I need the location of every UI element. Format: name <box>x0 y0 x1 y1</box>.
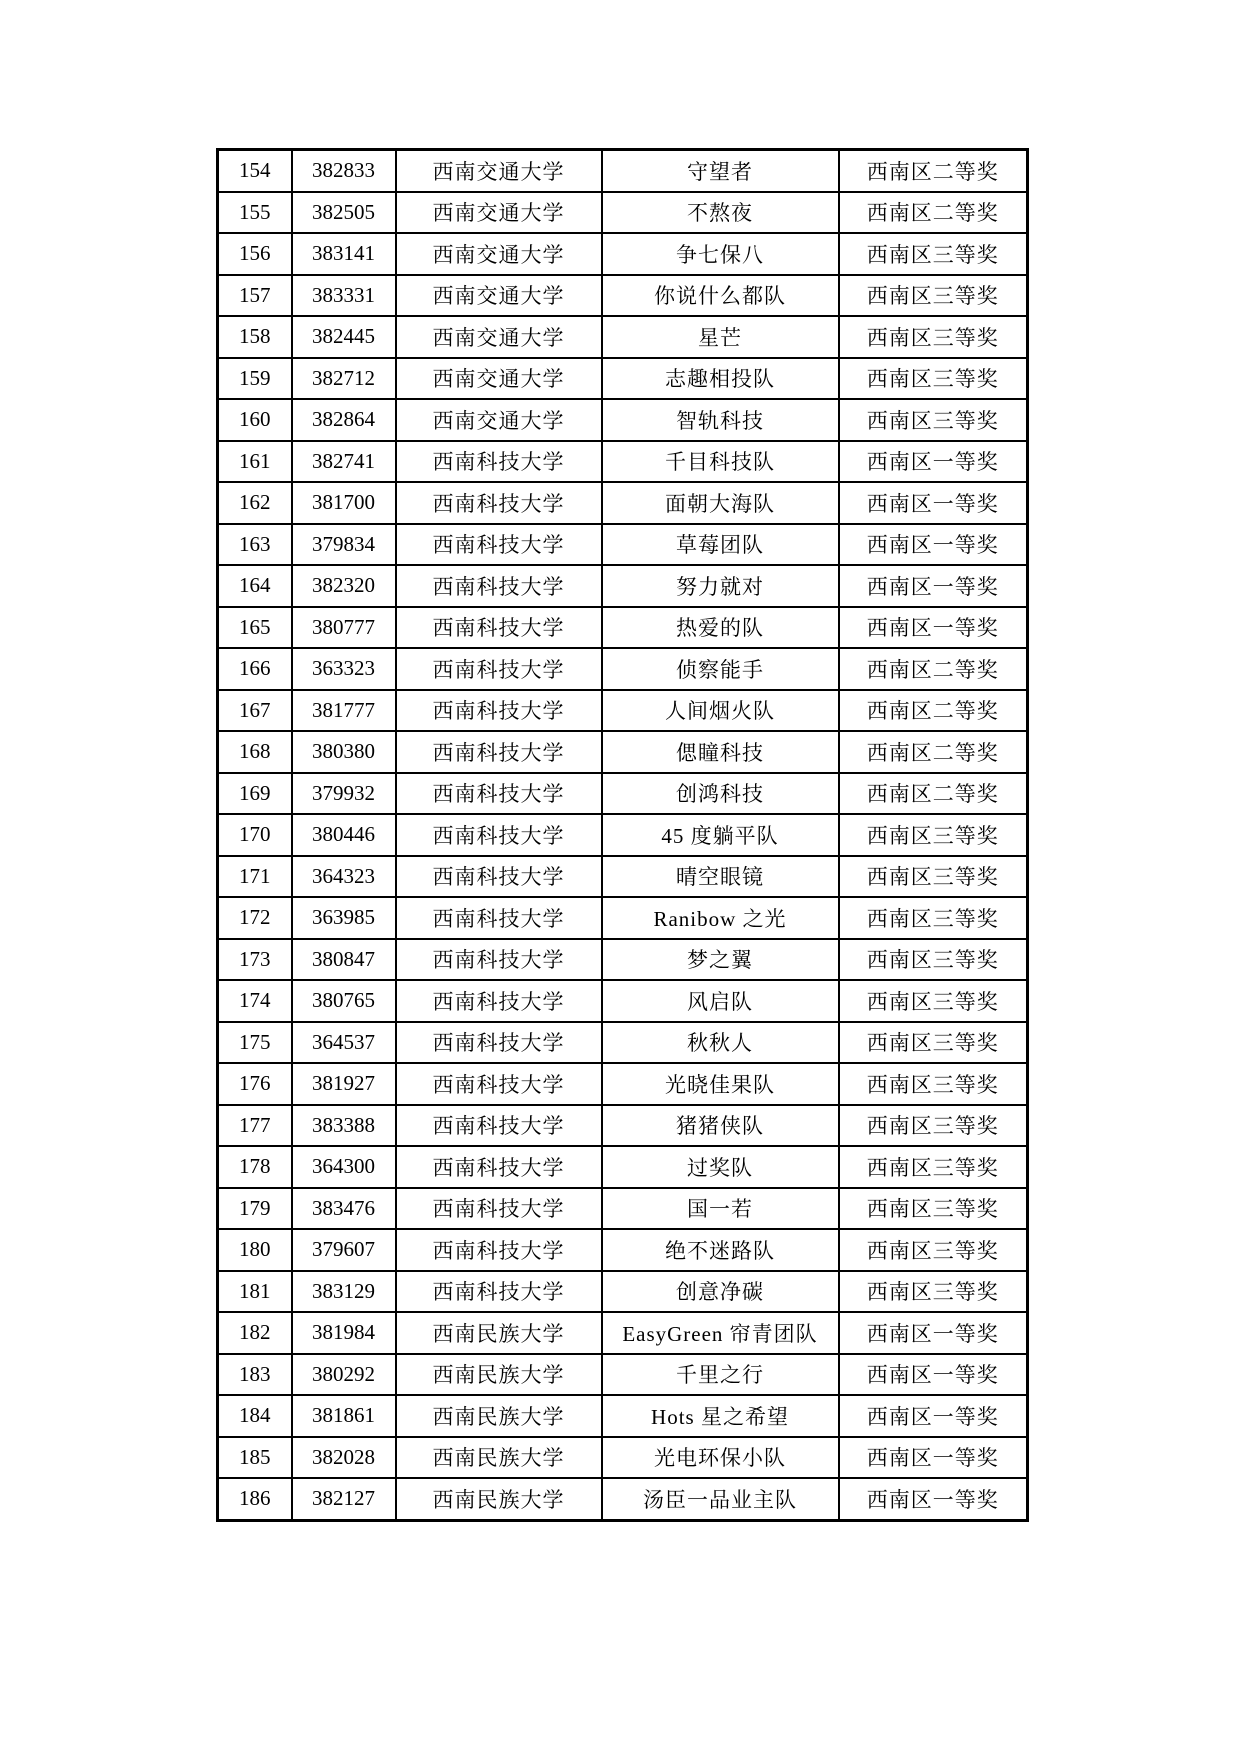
cell-award: 西南区三等奖 <box>839 1105 1028 1147</box>
cell-award: 西南区三等奖 <box>839 897 1028 939</box>
cell-no: 175 <box>218 1022 292 1064</box>
cell-university: 西南科技大学 <box>396 856 602 898</box>
cell-award: 西南区三等奖 <box>839 939 1028 981</box>
cell-id: 382445 <box>292 316 396 358</box>
table-row <box>218 316 1028 358</box>
cell-university: 西南科技大学 <box>396 1271 602 1313</box>
table-row <box>218 648 1028 690</box>
table-row <box>218 939 1028 981</box>
cell-team: 努力就对 <box>602 565 839 607</box>
table-row <box>218 980 1028 1022</box>
cell-no: 158 <box>218 316 292 358</box>
cell-university: 西南民族大学 <box>396 1478 602 1520</box>
cell-no: 186 <box>218 1478 292 1520</box>
cell-team: 创意净碳 <box>602 1271 839 1313</box>
cell-award: 西南区三等奖 <box>839 358 1028 400</box>
cell-award: 西南区二等奖 <box>839 648 1028 690</box>
table-row <box>218 607 1028 649</box>
cell-no: 165 <box>218 607 292 649</box>
cell-award: 西南区三等奖 <box>839 399 1028 441</box>
cell-id: 381984 <box>292 1312 396 1354</box>
cell-university: 西南交通大学 <box>396 399 602 441</box>
cell-id: 381700 <box>292 482 396 524</box>
cell-university: 西南交通大学 <box>396 192 602 234</box>
cell-team: 热爱的队 <box>602 607 839 649</box>
cell-university: 西南民族大学 <box>396 1437 602 1479</box>
table-row <box>218 441 1028 483</box>
cell-university: 西南科技大学 <box>396 980 602 1022</box>
table-row <box>218 814 1028 856</box>
cell-id: 381861 <box>292 1395 396 1437</box>
table-row <box>218 773 1028 815</box>
cell-team: 过奖队 <box>602 1146 839 1188</box>
cell-university: 西南科技大学 <box>396 1188 602 1230</box>
cell-team: 面朝大海队 <box>602 482 839 524</box>
cell-no: 184 <box>218 1395 292 1437</box>
cell-id: 382505 <box>292 192 396 234</box>
table-row <box>218 275 1028 317</box>
table-row <box>218 1188 1028 1230</box>
cell-award: 西南区三等奖 <box>839 233 1028 275</box>
cell-award: 西南区三等奖 <box>839 1188 1028 1230</box>
cell-id: 363985 <box>292 897 396 939</box>
cell-team: Ranibow 之光 <box>602 897 839 939</box>
cell-team: 梦之翼 <box>602 939 839 981</box>
cell-id: 380847 <box>292 939 396 981</box>
cell-no: 181 <box>218 1271 292 1313</box>
cell-award: 西南区一等奖 <box>839 1395 1028 1437</box>
cell-award: 西南区一等奖 <box>839 1354 1028 1396</box>
cell-id: 380292 <box>292 1354 396 1396</box>
cell-id: 383331 <box>292 275 396 317</box>
cell-id: 382864 <box>292 399 396 441</box>
cell-team: 草莓团队 <box>602 524 839 566</box>
cell-award: 西南区一等奖 <box>839 482 1028 524</box>
cell-id: 381777 <box>292 690 396 732</box>
cell-id: 383476 <box>292 1188 396 1230</box>
cell-no: 157 <box>218 275 292 317</box>
cell-university: 西南科技大学 <box>396 690 602 732</box>
cell-team: 不熬夜 <box>602 192 839 234</box>
cell-no: 179 <box>218 1188 292 1230</box>
cell-award: 西南区二等奖 <box>839 150 1028 192</box>
cell-no: 182 <box>218 1312 292 1354</box>
table-row <box>218 565 1028 607</box>
cell-no: 170 <box>218 814 292 856</box>
cell-no: 159 <box>218 358 292 400</box>
cell-id: 364537 <box>292 1022 396 1064</box>
table-row <box>218 1437 1028 1479</box>
cell-team: 人间烟火队 <box>602 690 839 732</box>
cell-team: 光电环保小队 <box>602 1437 839 1479</box>
table-row <box>218 1146 1028 1188</box>
cell-no: 164 <box>218 565 292 607</box>
cell-university: 西南科技大学 <box>396 1229 602 1271</box>
cell-no: 169 <box>218 773 292 815</box>
cell-team: 守望者 <box>602 150 839 192</box>
cell-id: 382028 <box>292 1437 396 1479</box>
cell-university: 西南科技大学 <box>396 648 602 690</box>
cell-team: 千目科技队 <box>602 441 839 483</box>
cell-id: 379932 <box>292 773 396 815</box>
cell-university: 西南科技大学 <box>396 565 602 607</box>
cell-id: 382712 <box>292 358 396 400</box>
cell-team: 你说什么都队 <box>602 275 839 317</box>
cell-id: 382833 <box>292 150 396 192</box>
cell-no: 174 <box>218 980 292 1022</box>
table-row <box>218 1105 1028 1147</box>
cell-id: 379607 <box>292 1229 396 1271</box>
cell-team: 争七保八 <box>602 233 839 275</box>
table-row <box>218 399 1028 441</box>
cell-team: 绝不迷路队 <box>602 1229 839 1271</box>
cell-team: 偲瞳科技 <box>602 731 839 773</box>
cell-id: 382741 <box>292 441 396 483</box>
cell-award: 西南区三等奖 <box>839 1271 1028 1313</box>
cell-university: 西南交通大学 <box>396 150 602 192</box>
cell-no: 155 <box>218 192 292 234</box>
cell-team: 星芒 <box>602 316 839 358</box>
cell-no: 171 <box>218 856 292 898</box>
cell-team: 侦察能手 <box>602 648 839 690</box>
cell-no: 163 <box>218 524 292 566</box>
cell-university: 西南科技大学 <box>396 482 602 524</box>
table-row <box>218 524 1028 566</box>
cell-id: 383388 <box>292 1105 396 1147</box>
cell-university: 西南科技大学 <box>396 1022 602 1064</box>
cell-id: 383129 <box>292 1271 396 1313</box>
cell-university: 西南民族大学 <box>396 1395 602 1437</box>
cell-no: 178 <box>218 1146 292 1188</box>
cell-university: 西南科技大学 <box>396 731 602 773</box>
table-row <box>218 731 1028 773</box>
cell-team: 智轨科技 <box>602 399 839 441</box>
cell-team: 国一若 <box>602 1188 839 1230</box>
cell-award: 西南区一等奖 <box>839 1437 1028 1479</box>
cell-team: 晴空眼镜 <box>602 856 839 898</box>
cell-id: 380765 <box>292 980 396 1022</box>
table-row <box>218 1354 1028 1396</box>
cell-award: 西南区三等奖 <box>839 814 1028 856</box>
cell-university: 西南交通大学 <box>396 275 602 317</box>
cell-team: 光晓佳果队 <box>602 1063 839 1105</box>
cell-team: Hots 星之希望 <box>602 1395 839 1437</box>
cell-id: 381927 <box>292 1063 396 1105</box>
cell-team: EasyGreen 帘青团队 <box>602 1312 839 1354</box>
cell-no: 183 <box>218 1354 292 1396</box>
table-row <box>218 1022 1028 1064</box>
cell-award: 西南区三等奖 <box>839 1022 1028 1064</box>
cell-no: 172 <box>218 897 292 939</box>
table-row <box>218 358 1028 400</box>
results-table-body <box>218 150 1028 1521</box>
cell-award: 西南区一等奖 <box>839 441 1028 483</box>
cell-id: 380380 <box>292 731 396 773</box>
cell-university: 西南交通大学 <box>396 358 602 400</box>
table-row <box>218 1271 1028 1313</box>
cell-award: 西南区二等奖 <box>839 192 1028 234</box>
cell-team: 猪猪侠队 <box>602 1105 839 1147</box>
cell-no: 161 <box>218 441 292 483</box>
cell-university: 西南科技大学 <box>396 607 602 649</box>
cell-university: 西南民族大学 <box>396 1354 602 1396</box>
table-row <box>218 1312 1028 1354</box>
cell-no: 173 <box>218 939 292 981</box>
cell-no: 154 <box>218 150 292 192</box>
cell-award: 西南区三等奖 <box>839 275 1028 317</box>
table-row <box>218 1229 1028 1271</box>
cell-award: 西南区三等奖 <box>839 856 1028 898</box>
cell-university: 西南科技大学 <box>396 1146 602 1188</box>
cell-university: 西南科技大学 <box>396 441 602 483</box>
cell-university: 西南交通大学 <box>396 233 602 275</box>
cell-team: 秋秋人 <box>602 1022 839 1064</box>
cell-award: 西南区三等奖 <box>839 980 1028 1022</box>
table-row <box>218 233 1028 275</box>
award-results-table <box>216 148 1029 1522</box>
cell-id: 364323 <box>292 856 396 898</box>
cell-award: 西南区一等奖 <box>839 565 1028 607</box>
cell-team: 汤臣一品业主队 <box>602 1478 839 1520</box>
table-row <box>218 856 1028 898</box>
cell-id: 382127 <box>292 1478 396 1520</box>
cell-team: 45 度躺平队 <box>602 814 839 856</box>
cell-award: 西南区二等奖 <box>839 773 1028 815</box>
cell-university: 西南交通大学 <box>396 316 602 358</box>
cell-award: 西南区一等奖 <box>839 607 1028 649</box>
cell-award: 西南区一等奖 <box>839 1312 1028 1354</box>
cell-id: 364300 <box>292 1146 396 1188</box>
cell-no: 166 <box>218 648 292 690</box>
table-row <box>218 1395 1028 1437</box>
cell-no: 180 <box>218 1229 292 1271</box>
cell-id: 363323 <box>292 648 396 690</box>
cell-no: 168 <box>218 731 292 773</box>
cell-university: 西南科技大学 <box>396 524 602 566</box>
table-row <box>218 192 1028 234</box>
cell-award: 西南区三等奖 <box>839 1146 1028 1188</box>
cell-award: 西南区三等奖 <box>839 1063 1028 1105</box>
cell-team: 创鸿科技 <box>602 773 839 815</box>
cell-id: 379834 <box>292 524 396 566</box>
cell-award: 西南区三等奖 <box>839 316 1028 358</box>
cell-award: 西南区二等奖 <box>839 690 1028 732</box>
cell-no: 176 <box>218 1063 292 1105</box>
cell-award: 西南区一等奖 <box>839 524 1028 566</box>
cell-university: 西南科技大学 <box>396 1063 602 1105</box>
cell-no: 177 <box>218 1105 292 1147</box>
cell-no: 167 <box>218 690 292 732</box>
cell-team: 志趣相投队 <box>602 358 839 400</box>
cell-university: 西南科技大学 <box>396 897 602 939</box>
table-row <box>218 482 1028 524</box>
table-row <box>218 150 1028 192</box>
cell-id: 382320 <box>292 565 396 607</box>
cell-team: 风启队 <box>602 980 839 1022</box>
cell-university: 西南科技大学 <box>396 773 602 815</box>
table-row <box>218 690 1028 732</box>
table-row <box>218 897 1028 939</box>
table-row <box>218 1478 1028 1520</box>
cell-id: 380777 <box>292 607 396 649</box>
cell-university: 西南民族大学 <box>396 1312 602 1354</box>
cell-no: 156 <box>218 233 292 275</box>
cell-university: 西南科技大学 <box>396 1105 602 1147</box>
cell-university: 西南科技大学 <box>396 939 602 981</box>
cell-award: 西南区二等奖 <box>839 731 1028 773</box>
cell-no: 185 <box>218 1437 292 1479</box>
cell-no: 160 <box>218 399 292 441</box>
cell-award: 西南区一等奖 <box>839 1478 1028 1520</box>
cell-id: 383141 <box>292 233 396 275</box>
cell-no: 162 <box>218 482 292 524</box>
cell-id: 380446 <box>292 814 396 856</box>
cell-university: 西南科技大学 <box>396 814 602 856</box>
cell-award: 西南区三等奖 <box>839 1229 1028 1271</box>
table-row <box>218 1063 1028 1105</box>
cell-team: 千里之行 <box>602 1354 839 1396</box>
